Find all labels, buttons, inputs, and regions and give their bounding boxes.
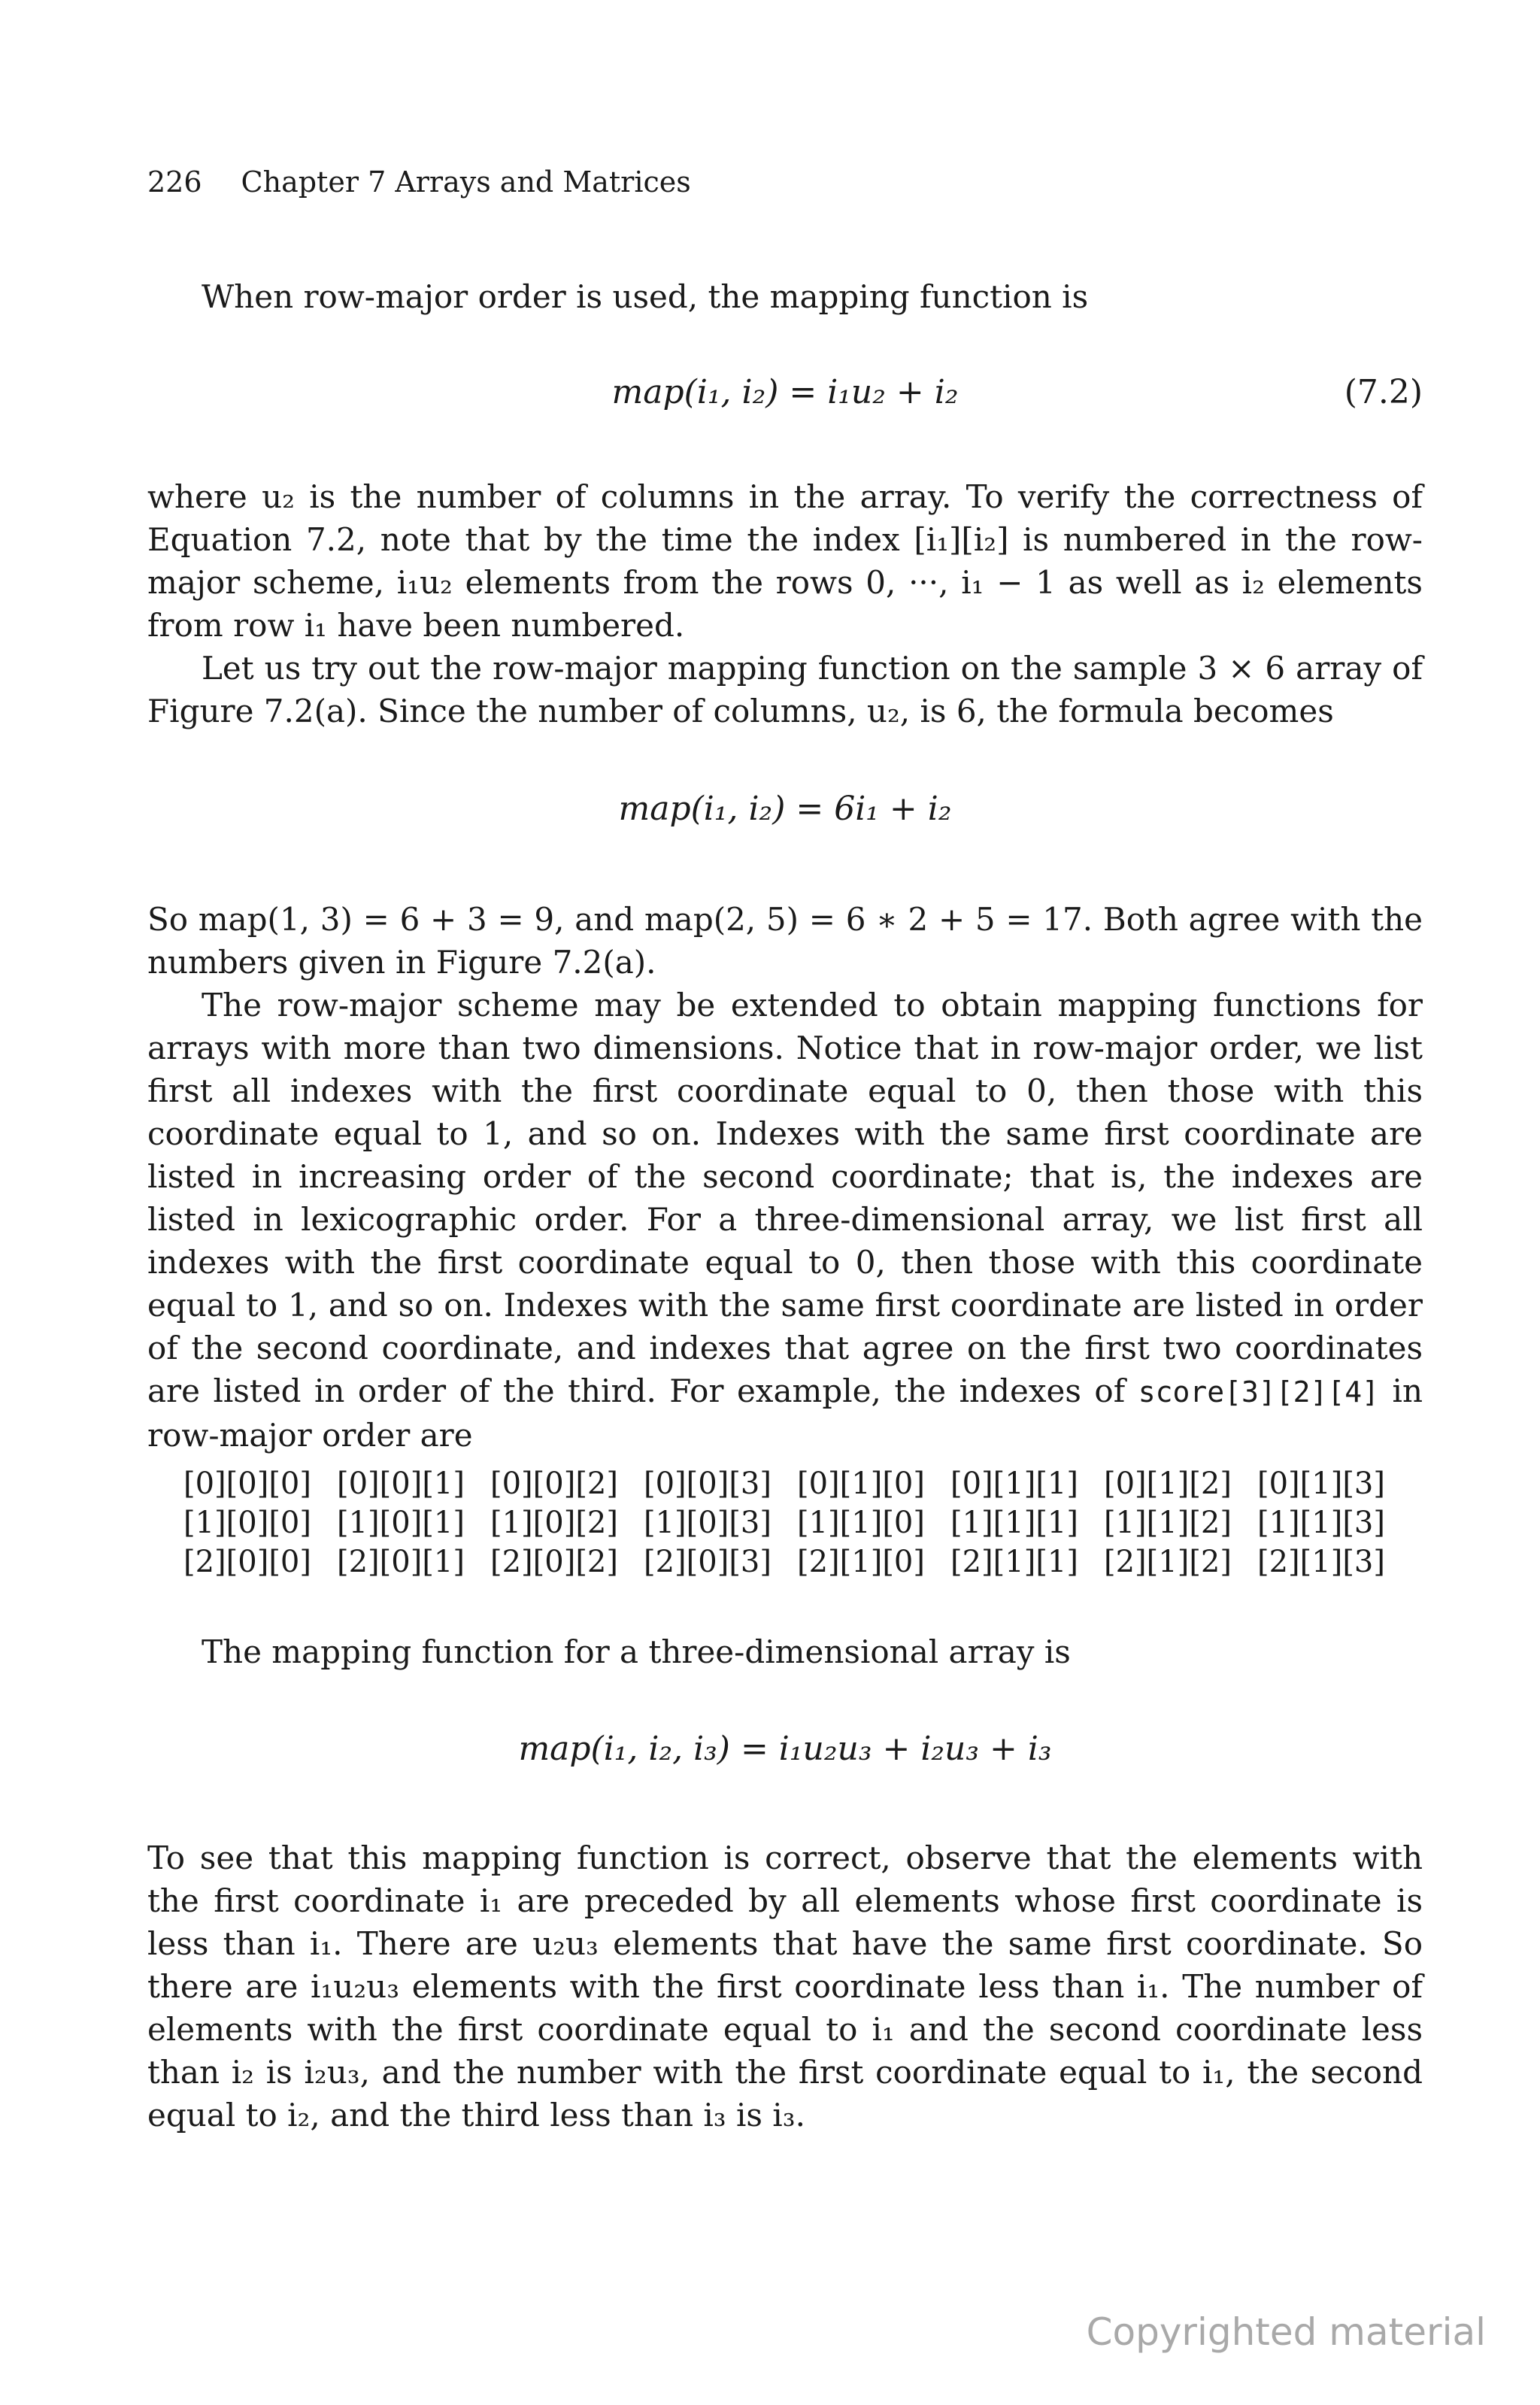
running-title: Chapter 7 Arrays and Matrices: [241, 165, 691, 199]
index-grid-cell: [2][0][3]: [644, 1545, 772, 1579]
equation-3d: [147, 1730, 1423, 1768]
index-grid-cell: [1][0][0]: [183, 1506, 311, 1540]
index-grid-cell: [1][1][2]: [1104, 1506, 1232, 1540]
index-grid-row: [183, 1506, 1411, 1545]
index-grid-cell: [0][1][0]: [797, 1466, 925, 1501]
index-grid: [183, 1466, 1411, 1584]
index-grid-cell: [0][1][1]: [950, 1466, 1078, 1501]
equation-text: map(i₁, i₂) = i₁u₂ + i₂: [611, 373, 959, 411]
running-header: [147, 165, 691, 199]
index-grid-row: [183, 1545, 1411, 1584]
equation-number: (7.2): [1344, 373, 1423, 411]
copyright-watermark: Copyrighted material: [1086, 2310, 1486, 2354]
paragraph-check: So map(1, 3) = 6 + 3 = 9, and map(2, 5) = 6 ∗ 2 + 5 = 17. Both agree with the numbers given in Figure 7.2(a).: [147, 901, 1423, 981]
index-grid-cell: [1][1][3]: [1257, 1506, 1385, 1540]
equation-7-2: [147, 373, 1423, 411]
index-grid-row: [183, 1466, 1411, 1506]
paragraph-example: Let us try out the row-major mapping function on the sample 3 × 6 array of Figure 7.2(a). Since the number of columns, u₂, is 6, the formula becomes: [147, 650, 1423, 729]
equation-text: map(i₁, i₂) = 6i₁ + i₂: [618, 790, 952, 828]
paragraph-multidim: [147, 984, 1423, 1457]
index-grid-cell: [0][0][2]: [490, 1466, 618, 1501]
paragraph-verification: where u₂ is the number of columns in the array. To verify the correctness of Equation 7.2, note that by the time the index [i₁][i₂] is numbered in the row-major scheme, i₁u₂ elements from the rows 0, ···, i₁ − 1 as well as i₂ elements from row i₁ have been numbered.: [147, 478, 1423, 644]
index-grid-cell: [0][1][3]: [1257, 1466, 1385, 1501]
index-grid-cell: [0][1][2]: [1104, 1466, 1232, 1501]
index-grid-cell: [0][0][0]: [183, 1466, 311, 1501]
index-grid-cell: [2][1][0]: [797, 1545, 925, 1579]
index-grid-cell: [2][0][0]: [183, 1545, 311, 1579]
paragraph-intro: When row-major order is used, the mapping function is: [202, 278, 1089, 315]
paragraph-3d-intro: The mapping function for a three-dimensional array is: [202, 1633, 1071, 1670]
index-grid-cell: [2][1][3]: [1257, 1545, 1385, 1579]
paragraph-tail: in row-major order are: [147, 1372, 1423, 1454]
index-grid-cell: [2][1][1]: [950, 1545, 1078, 1579]
index-grid-cell: [2][1][2]: [1104, 1545, 1232, 1579]
index-grid-cell: [1][1][1]: [950, 1506, 1078, 1540]
index-grid-cell: [2][0][1]: [337, 1545, 465, 1579]
index-grid-cell: [0][0][1]: [337, 1466, 465, 1501]
index-grid-cell: [1][0][3]: [644, 1506, 772, 1540]
index-grid-cell: [1][1][0]: [797, 1506, 925, 1540]
page-number: 226: [147, 165, 202, 199]
paragraph-proof: To see that this mapping function is correct, observe that the elements with the first coordinate i₁ are preceded by all elements whose first coordinate is less than i₁. There are u₂u₃ elements that have the same first coordinate. So there are i₁u₂u₃ elements with the first coordinate less than i₁. The number of elements with the first coordinate equal to i₁ and the second coordinate less than i₂ is i₂u₃, and the number with the first coordinate equal to i₁, the second equal to i₂, and the third less than i₃ is i₃.: [147, 1839, 1423, 2134]
equation-text: map(i₁, i₂, i₃) = i₁u₂u₃ + i₂u₃ + i₃: [518, 1730, 1052, 1768]
index-grid-cell: [1][0][2]: [490, 1506, 618, 1540]
index-grid-cell: [1][0][1]: [337, 1506, 465, 1540]
code-score: score[3][2][4]: [1138, 1375, 1380, 1409]
paragraph-text: The row-major scheme may be extended to obtain mapping functions for arrays with more than two dimensions. Notice that in row-major order, we list first all indexes with the first coordinate equal to 0, then those with this coordinate equal to 1, and so on. Indexes with the same first coordinate are listed in increasing order of the second coordinate; that is, the indexes are listed in lexicographic order. For a three-dimensional array, we list first all indexes with the first coordinate equal to 0, then those with this coordinate equal to 1, and so on. Indexes with the same first coordinate are listed in order of the second coordinate, and indexes that agree on the first two coordinates are listed in order of the third. For example, the indexes of: [147, 987, 1423, 1409]
index-grid-cell: [0][0][3]: [644, 1466, 772, 1501]
equation-example: [147, 790, 1423, 828]
index-grid-cell: [2][0][2]: [490, 1545, 618, 1579]
